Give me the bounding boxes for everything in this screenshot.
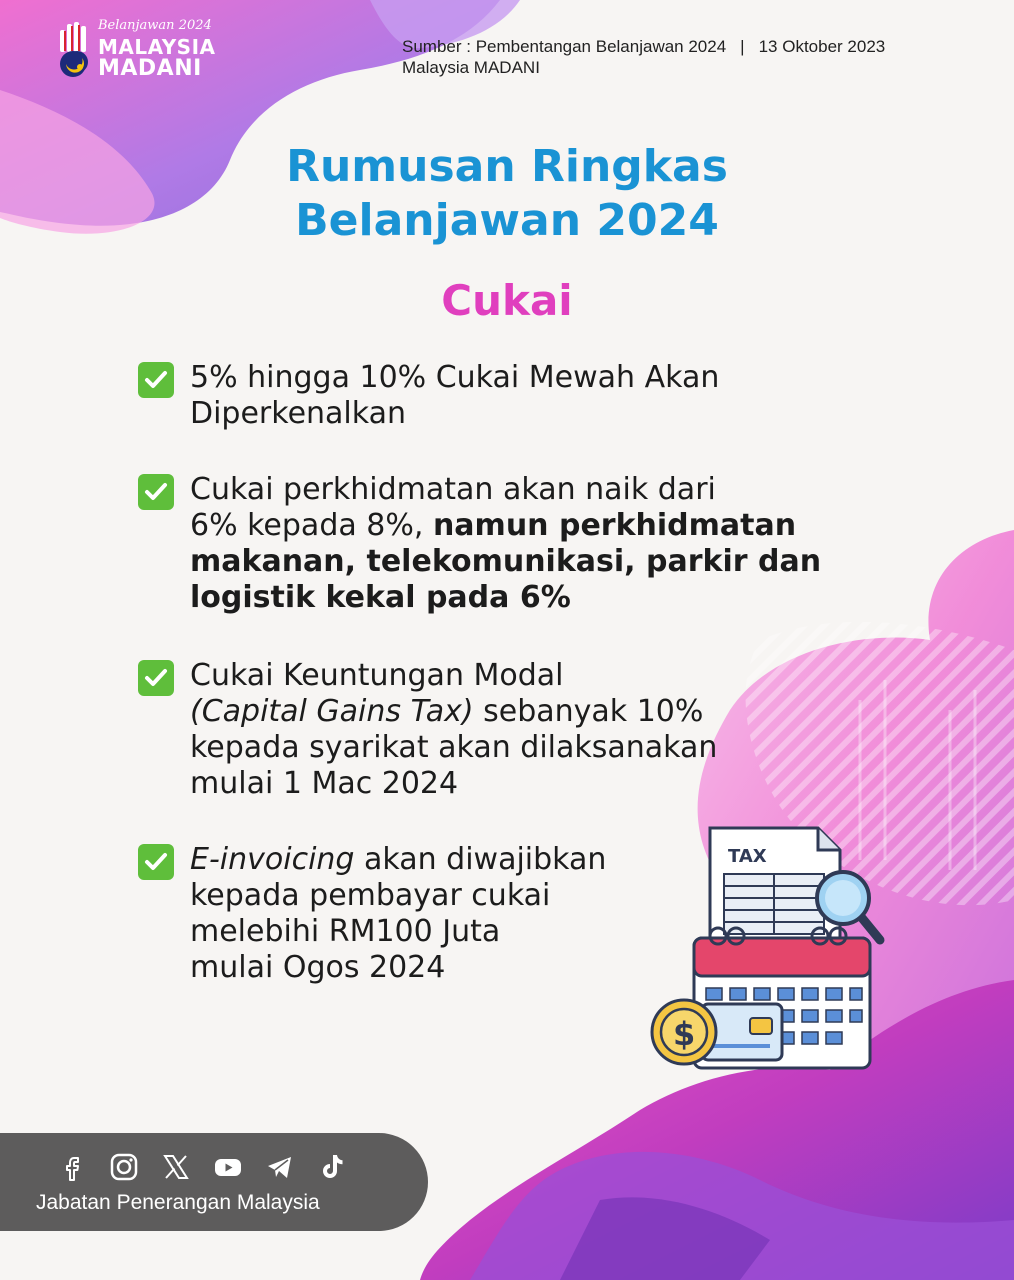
point4-line4: mulai Ogos 2024 xyxy=(190,950,446,985)
point2-line2-normal: 6% kepada 8%, xyxy=(190,508,433,543)
point1-line2: Diperkenalkan xyxy=(190,396,407,431)
youtube-icon[interactable] xyxy=(212,1151,244,1183)
check-mark-icon xyxy=(138,474,174,510)
check-mark-icon xyxy=(138,660,174,696)
logo-script-text: Belanjawan 2024 xyxy=(98,18,212,33)
point2-line2-bold: namun perkhidmatan xyxy=(432,508,797,543)
check-mark-icon xyxy=(138,362,174,398)
list-item xyxy=(138,472,918,616)
title-line1: Rumusan Ringkas xyxy=(286,141,728,192)
tax-calendar-illustration xyxy=(640,820,900,1080)
point3-line2-italic: (Capital Gains Tax) xyxy=(190,694,474,729)
title-line2: Belanjawan 2024 xyxy=(295,195,719,246)
source-date: 13 Oktober 2023 xyxy=(758,37,886,56)
tax-label: TAX xyxy=(728,846,767,867)
dollar-coin-icon xyxy=(652,1000,716,1064)
source-text: Sumber : Pembentangan Belanjawan 2024 xyxy=(402,37,727,56)
source-text-line2: Malaysia MADANI xyxy=(402,58,540,77)
source-info xyxy=(402,36,885,78)
point4-line1-italic: E-invoicing xyxy=(190,842,355,877)
point3-line2-normal: sebanyak 10% xyxy=(473,694,704,729)
point2-line3: makanan, telekomunikasi, parkir dan xyxy=(190,544,822,579)
facebook-icon[interactable] xyxy=(56,1151,88,1183)
section-subtitle: Cukai xyxy=(441,276,573,325)
coin-symbol: $ xyxy=(673,1015,696,1053)
point2-line1: Cukai perkhidmatan akan naik dari xyxy=(190,472,716,507)
instagram-icon[interactable] xyxy=(108,1151,140,1183)
point3-line4: mulai 1 Mac 2024 xyxy=(190,766,459,801)
point4-line2: kepada pembayar cukai xyxy=(190,878,551,913)
agency-name: Jabatan Penerangan Malaysia xyxy=(36,1191,320,1214)
point3-line3: kepada syarikat akan dilaksanakan xyxy=(190,730,718,765)
logo-line1: MALAYSIA xyxy=(98,35,216,59)
x-icon[interactable] xyxy=(160,1151,192,1183)
madani-emblem-icon xyxy=(56,22,94,78)
footer-bar xyxy=(0,1133,428,1231)
point1-line1: 5% hingga 10% Cukai Mewah Akan xyxy=(190,360,720,395)
tiktok-icon[interactable] xyxy=(316,1151,348,1183)
page-title xyxy=(0,140,1014,248)
malaysia-madani-logo xyxy=(56,18,226,82)
telegram-icon[interactable] xyxy=(264,1151,296,1183)
logo-line2: MADANI xyxy=(98,56,202,81)
social-links xyxy=(56,1151,348,1183)
point3-line1: Cukai Keuntungan Modal xyxy=(190,658,564,693)
list-item xyxy=(138,658,918,802)
point2-line4: logistik kekal pada 6% xyxy=(190,580,571,615)
point4-line3: melebihi RM100 Juta xyxy=(190,914,501,949)
check-mark-icon xyxy=(138,844,174,880)
point4-line1-normal: akan diwajibkan xyxy=(354,842,607,877)
list-item xyxy=(138,360,918,432)
source-separator: | xyxy=(740,37,745,56)
